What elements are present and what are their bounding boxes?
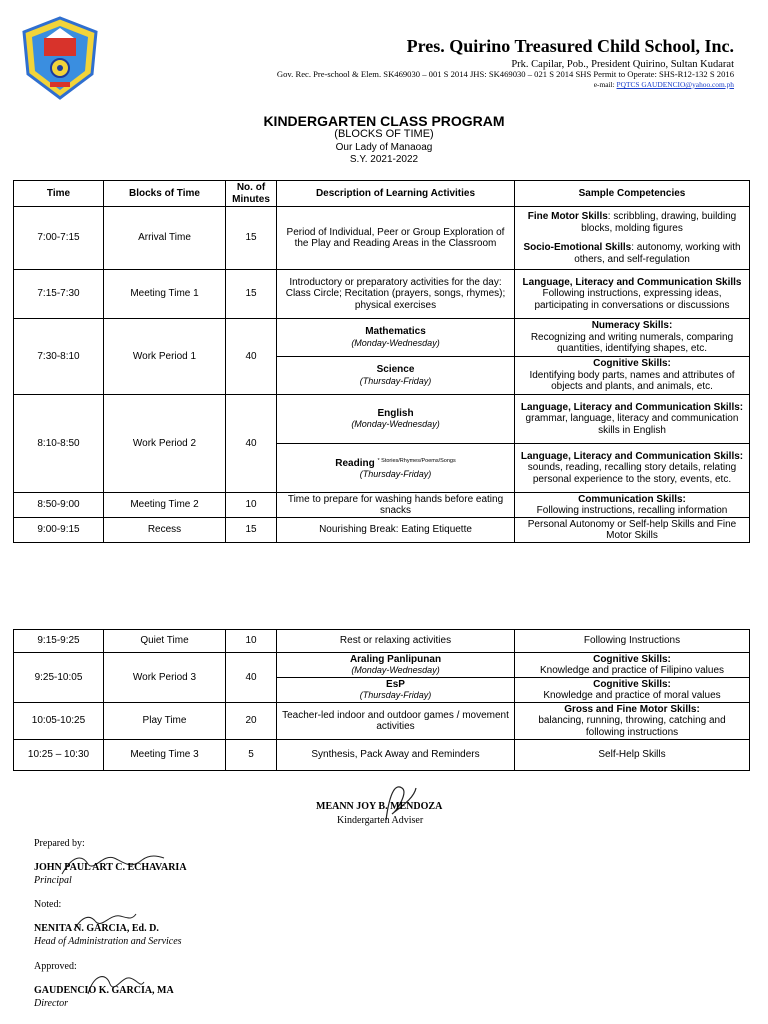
description-cell (277, 319, 515, 357)
description-cell: Teacher-led indoor and outdoor games / movement activities (277, 703, 515, 740)
parish-name: Our Lady of Manaoag (335, 142, 433, 153)
description-cell: Nourishing Break: Eating Etiquette (277, 518, 515, 543)
header-minutes: No. of Minutes (226, 181, 277, 207)
subject-name: Reading (335, 457, 375, 469)
subject-name: Araling Panlipunan (349, 653, 442, 665)
subject-name: English (377, 407, 414, 419)
subject-name: EsP (386, 678, 405, 690)
minutes-cell: 5 (226, 740, 277, 771)
noted-label: Noted: (34, 899, 62, 910)
minutes-cell: 15 (226, 207, 277, 270)
competency-cell (515, 703, 750, 740)
competency-title: Cognitive Skills: (593, 358, 671, 370)
competency-text: Recognizing and writing numerals, comparing quantities, identifying shapes, etc. (530, 331, 734, 355)
competency-cell (515, 357, 750, 395)
block-cell: Work Period 3 (104, 653, 226, 703)
time-cell: 9:25-10:05 (14, 653, 104, 703)
competency-cell (515, 444, 750, 493)
block-cell: Work Period 1 (104, 319, 226, 395)
table-row (14, 518, 750, 543)
subject-note: * Stories/Rhymes/Poems/Songs (377, 457, 456, 464)
subject-days: (Thursday-Friday) (359, 469, 432, 479)
block-cell: Meeting Time 1 (104, 270, 226, 319)
description-cell (277, 653, 515, 678)
subject-days: (Thursday-Friday) (359, 375, 432, 386)
minutes-cell: 40 (226, 395, 277, 493)
header-blocks-of-time: Blocks of Time (104, 181, 226, 207)
table-row (14, 630, 750, 653)
table-row (14, 270, 750, 319)
time-cell: 8:50-9:00 (14, 493, 104, 518)
director-position: Director (34, 998, 69, 1009)
table-row (14, 740, 750, 771)
header-time: Time (14, 181, 104, 207)
block-cell: Recess (104, 518, 226, 543)
adviser-position: Kindergarten Adviser (337, 815, 424, 826)
school-address: Prk. Capilar, Pob., President Quirino, Sultan Kudarat (511, 59, 734, 70)
government-permits: Gov. Rec. Pre-school & Elem. SK469030 – 001 S 2014 JHS: SK469030 – 021 S 2014 SHS Permit to Operate: SHS-R12-132 S 2016 (276, 69, 734, 79)
director-name: GAUDENCIO K. GARCIA, MA (34, 985, 174, 996)
adviser-name: MEANN JOY B. MENDOZA (316, 801, 443, 812)
competency-cell (515, 493, 750, 518)
time-cell: 10:05-10:25 (14, 703, 104, 740)
document-subtitle: (BLOCKS OF TIME) (334, 128, 434, 140)
time-cell: 7:15-7:30 (14, 270, 104, 319)
school-year: S.Y. 2021-2022 (349, 154, 419, 165)
time-cell: 10:25 – 10:30 (14, 740, 104, 771)
time-cell: 7:30-8:10 (14, 319, 104, 395)
subject-days: (Monday-Wednesday) (351, 419, 440, 429)
description-cell: Synthesis, Pack Away and Reminders (277, 740, 515, 771)
competency-cell (515, 207, 750, 270)
minutes-cell: 10 (226, 493, 277, 518)
table-row (14, 493, 750, 518)
approved-label: Approved: (34, 961, 77, 972)
competency-text: Following instructions, expressing ideas, participating in conversations or discussions (534, 288, 730, 311)
school-name: Pres. Quirino Treasured Child School, Inc. (406, 36, 734, 56)
competency-text: : scribbling, drawing, building blocks, molding figures (581, 211, 737, 234)
competency-title: Socio-Emotional Skills (523, 242, 632, 253)
competency-title: Language, Literacy and Communication Skills: (520, 450, 744, 462)
email-link[interactable]: PQTCS GAUDENCIO@yahoo.com.ph (616, 80, 734, 89)
time-cell: 9:00-9:15 (14, 518, 104, 543)
time-cell: 9:15-9:25 (14, 630, 104, 653)
description-cell: Introductory or preparatory activities for the day: Class Circle; Recitation (prayers, songs, rhymes); physical exercises (277, 270, 515, 319)
description-cell (277, 444, 515, 493)
competency-title: Language, Literacy and Communication Skills: (520, 401, 744, 413)
time-cell: 8:10-8:50 (14, 395, 104, 493)
competency-cell: Personal Autonomy or Self-help Skills and Fine Motor Skills (515, 518, 750, 543)
table-header-row (14, 181, 750, 207)
description-cell (277, 678, 515, 703)
competency-title: Cognitive Skills: (593, 653, 671, 665)
block-cell: Work Period 2 (104, 395, 226, 493)
competency-text: : autonomy, working with others, and self-regulation (574, 242, 741, 265)
competency-cell (515, 653, 750, 678)
competency-cell (515, 678, 750, 703)
competency-title: Gross and Fine Motor Skills: (564, 703, 700, 715)
competency-text: Following instructions, recalling information (536, 505, 728, 516)
competency-text: Identifying body parts, names and attributes of objects and plants, and animals, etc. (529, 369, 735, 393)
table-row (14, 207, 750, 270)
minutes-cell: 20 (226, 703, 277, 740)
block-cell: Meeting Time 3 (104, 740, 226, 771)
school-email (594, 80, 734, 89)
block-cell: Meeting Time 2 (104, 493, 226, 518)
minutes-cell: 15 (226, 518, 277, 543)
class-program-table-2 (13, 629, 750, 771)
head-name: NENITA N. GARCIA, Ed. D. (34, 923, 159, 934)
minutes-cell: 10 (226, 630, 277, 653)
principal-name: JOHN PAUL ART C. ECHAVARIA (34, 862, 187, 873)
description-cell: Period of Individual, Peer or Group Exploration of the Play and Reading Areas in the Classroom (277, 207, 515, 270)
competency-text: sounds, reading, recalling story details, relating personal experience to the story, events, etc. (527, 462, 737, 485)
description-cell: Rest or relaxing activities (277, 630, 515, 653)
competency-text: Knowledge and practice of moral values (543, 690, 721, 701)
description-cell (277, 357, 515, 395)
competency-title: Communication Skills: (578, 493, 686, 505)
block-cell: Quiet Time (104, 630, 226, 653)
class-program-table-1 (13, 180, 750, 543)
competency-title: Numeracy Skills: (591, 320, 673, 332)
subject-name: Mathematics (365, 326, 426, 337)
competency-cell (515, 319, 750, 357)
table-row (14, 319, 750, 357)
competency-cell: Following Instructions (515, 630, 750, 653)
competency-cell (515, 270, 750, 319)
competency-text: balancing, running, throwing, catching and following instructions (538, 715, 726, 738)
header-description: Description of Learning Activities (277, 181, 515, 207)
competency-title: Fine Motor Skills (527, 211, 608, 222)
subject-days: (Thursday-Friday) (359, 690, 432, 700)
time-cell: 7:00-7:15 (14, 207, 104, 270)
table-row (14, 703, 750, 740)
minutes-cell: 40 (226, 653, 277, 703)
prepared-by-label: Prepared by: (34, 838, 85, 849)
subject-days: (Monday-Wednesday) (351, 665, 440, 675)
document-title: KINDERGARTEN CLASS PROGRAM (263, 113, 505, 129)
table-row (14, 653, 750, 678)
subject-name: Science (376, 364, 415, 375)
competency-cell (515, 395, 750, 444)
description-cell (277, 395, 515, 444)
minutes-cell: 40 (226, 319, 277, 395)
block-cell: Play Time (104, 703, 226, 740)
competency-title: Language, Literacy and Communication Skills (522, 276, 742, 288)
block-cell: Arrival Time (104, 207, 226, 270)
competency-cell: Self-Help Skills (515, 740, 750, 771)
subject-days: (Monday-Wednesday) (351, 337, 440, 348)
description-cell: Time to prepare for washing hands before eating snacks (277, 493, 515, 518)
competency-title: Cognitive Skills: (593, 678, 671, 690)
table-row (14, 395, 750, 444)
header-competencies: Sample Competencies (515, 181, 750, 207)
competency-text: grammar, language, literacy and communication skills in English (525, 413, 739, 436)
email-label: e-mail: (593, 80, 615, 89)
school-logo (20, 16, 100, 100)
head-position: Head of Administration and Services (34, 936, 182, 947)
principal-position: Principal (34, 875, 72, 886)
minutes-cell: 15 (226, 270, 277, 319)
competency-text: Knowledge and practice of Filipino values (540, 665, 724, 676)
